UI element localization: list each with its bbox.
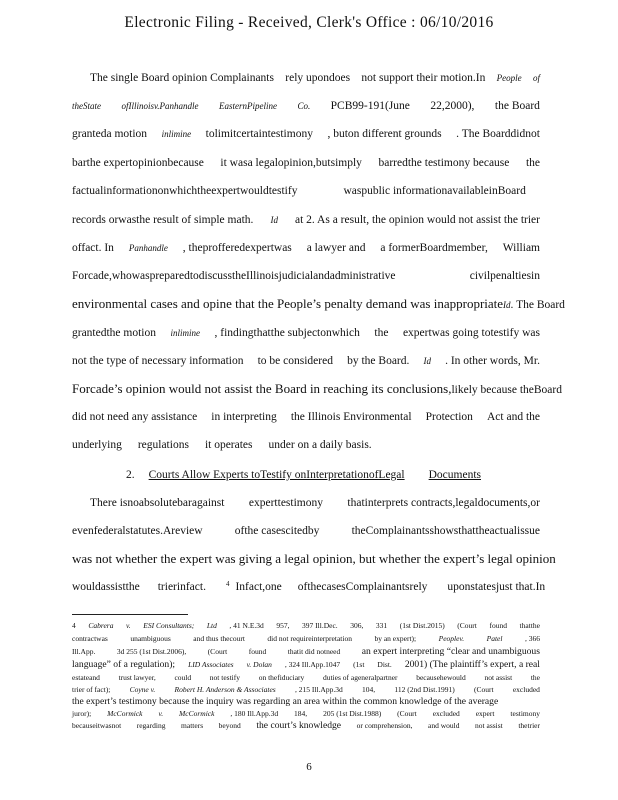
footnote-separator bbox=[72, 614, 188, 615]
footnote-line-5: estateand trust lawyer, could not testify on thefiduciary duties of ageneralpartner becausehewould not assist the bbox=[72, 673, 540, 682]
footnote-line-9: becauseitwasnot regarding matters beyond the court’s knowledge or comprehension, and would not assist thetrier bbox=[72, 720, 540, 731]
body-line-13: did not need any assistance in interpreting the Illinois Environmental Protection Act and the bbox=[72, 411, 540, 423]
body-line-11: not the type of necessary information to be considered by the Board. Id . In other words, Mr. bbox=[72, 355, 540, 367]
footnote-line-3: Ill.App. 3d 255 (1st Dist.2006), (Court found thatit did notneed an expert interpreting “clear and unambiguous bbox=[72, 646, 540, 657]
body-line-14: underlying regulations it operates under on a daily basis. bbox=[72, 439, 372, 451]
footnote-line-7: the expert’s testimony because the inquiry was regarding an area within the common knowledge of the average bbox=[72, 696, 499, 707]
body-line-12: Forcade’s opinion would not assist the Board in reaching its conclusions, likely because theBoard bbox=[72, 381, 562, 396]
body-line-2: theState ofIllinoisv.Panhandle EasternPipeline Co. PCB99-191(June 22,2000), the Board bbox=[72, 100, 540, 112]
footnote-line-1: 4 Cabrera v. ESI Consultants; Ltd , 41 N.E.3d 957, 397 Ill.Dec. 306, 331 (1st Dist.2015) (Court found thatthe bbox=[72, 621, 540, 630]
footnote-marker: 4 bbox=[225, 580, 230, 588]
body-line-4: barthe expertopinionbecause it wasa legalopinion,butsimply barredthe testimony because the bbox=[72, 157, 540, 169]
body-line-5: factualinformationonwhichtheexpertwouldtestify waspublic informationavailableinBoard bbox=[72, 185, 526, 197]
body-line-18: was not whether the expert was giving a legal opinion, but whether the expert’s legal opinion bbox=[72, 551, 556, 566]
section-heading: 2. Courts Allow Experts toTestify onInterpretationofLegal Documents bbox=[126, 469, 481, 481]
body-line-9: environmental cases and opine that the People’s penalty demand was inappropriate Id . The Board bbox=[72, 296, 565, 311]
filing-stamp-header: Electronic Filing - Received, Clerk's Office : 06/10/2016 bbox=[124, 14, 494, 31]
page-number: 6 bbox=[306, 761, 312, 773]
body-line-10: grantedthe motion inlimine , findingthatthe subjectonwhich the expertwas going totestify was bbox=[72, 327, 540, 339]
body-line-3: granteda motion inlimine tolimitcertaintestimony , buton different grounds . The Boarddidnot bbox=[72, 128, 540, 140]
footnote-line-2: contractwas unambiguous and thus thecourt did not requireinterpretation by an expert); Peoplev. Patel , 366 bbox=[72, 634, 540, 643]
body-line-8: Forcade,whowaspreparedtodiscusstheIllinoisjudicialandadministrative civilpenaltiesin bbox=[72, 270, 540, 282]
body-line-17: evenfederalstatutes.Areview ofthe casescitedby theComplainantsshowsthattheactualissue bbox=[72, 525, 540, 537]
footnote-line-6: trier of fact); Coyne v. Robert H. Anderson & Associates , 215 Ill.App.3d 104, 112 (2nd Dist.1991) (Court excluded bbox=[72, 685, 540, 694]
footnote-line-8: juror); McCormick v. McCormick , 180 Ill.App.3d 184, 205 (1st Dist.1988) (Court excluded expert testimony bbox=[72, 709, 540, 718]
body-line-7: offact. In Panhandle , theprofferedexpertwas a lawyer and a formerBoardmember, William bbox=[72, 242, 540, 254]
body-line-6: records orwasthe result of simple math. Id at 2. As a result, the opinion would not assist the trier bbox=[72, 214, 540, 226]
body-line-1: The single Board opinion Complainants rely upondoes not support their motion.In People of bbox=[90, 72, 540, 84]
body-line-19: wouldassistthe trierinfact. 4 Infact,one ofthecasesComplainantsrely uponstatesjust that.In bbox=[72, 579, 540, 595]
body-line-16: There isnoabsolutebaragainst experttestimony thatinterprets contracts,legaldocuments,or bbox=[90, 497, 540, 509]
footnote-line-4: language” of a regulation); LID Associates v. Dolan , 324 Ill.App.1047 (1st Dist. 2001) (The plaintiff’s expert, a real bbox=[72, 659, 540, 670]
